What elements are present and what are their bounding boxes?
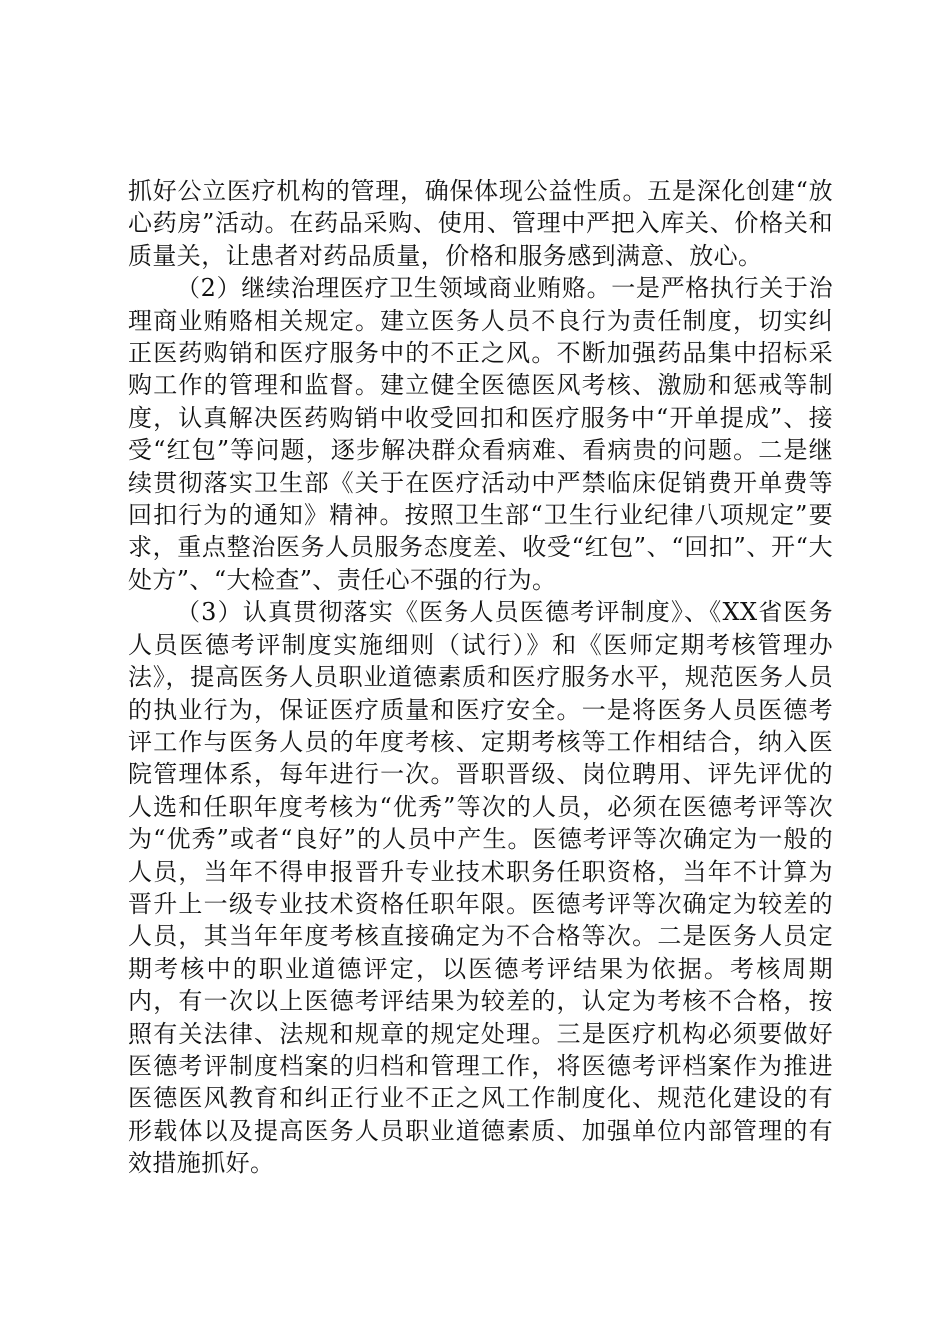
paragraph-medical-ethics-evaluation: （3）认真贯彻落实《医务人员医德考评制度》、《XX省医务人员医德考评制度实施细则（试行）》和《医师定期考核管理办法》，提高医务人员职业道德素质和医疗服务水平，规范医务人员的执业行为，保证医疗质量和医疗安全。一是将医务人员医德考评工作与医务人员的年度考核、定期考核等工作相结合，纳入医院管理体系，每年进行一次。晋职晋级、岗位聘用、评先评优的人选和任职年度考核为“优秀”等次的人员，必须在医德考评等次为“优秀”或者“良好”的人员中产生。医德考评等次确定为一般的人员，当年不得申报晋升专业技术职务任职资格，当年不计算为晋升上一级专业技术资格任职年限。医德考评等次确定为较差的人员，其当年年度考核直接确定为不合格等次。二是医务人员定期考核中的职业道德评定，以医德考评结果为依据。考核周期内，有一次以上医德考评结果为较差的，认定为考核不合格，按照有关法律、法规和规章的规定处理。三是医疗机构必须要做好医德考评制度档案的归档和管理工作，将医德考评档案作为推进医德医风教育和纠正行业不正之风工作制度化、规范化建设的有形载体以及提高医务人员职业道德素质、加强单位内部管理的有效措施抓好。 bbox=[128, 598, 833, 1178]
paragraph-commercial-bribery: （2）继续治理医疗卫生领域商业贿赂。一是严格执行关于治理商业贿赂相关规定。建立医务人员不良行为责任制度，切实纠正医药购销和医疗服务中的不正之风。不断加强药品集中招标采购工作的管理和监督。建立健全医德医风考核、激励和惩戒等制度，认真解决医药购销中收受回扣和医疗服务中“开单提成”、接受“红包”等问题，逐步解决群众看病难、看病贵的问题。二是继续贯彻落实卫生部《关于在医疗活动中严禁临床促销费开单费等回扣行为的通知》精神。按照卫生部“卫生行业纪律八项规定”要求，重点整治医务人员服务态度差、收受“红包”、“回扣”、开“大处方”、“大检查”、责任心不强的行为。 bbox=[128, 274, 833, 594]
document-body bbox=[128, 175, 833, 1180]
paragraph-continuation: 抓好公立医疗机构的管理，确保体现公益性质。五是深化创建“放心药房”活动。在药品采购、使用、管理中严把入库关、价格关和质量关，让患者对药品质量，价格和服务感到满意、放心。 bbox=[128, 177, 833, 270]
